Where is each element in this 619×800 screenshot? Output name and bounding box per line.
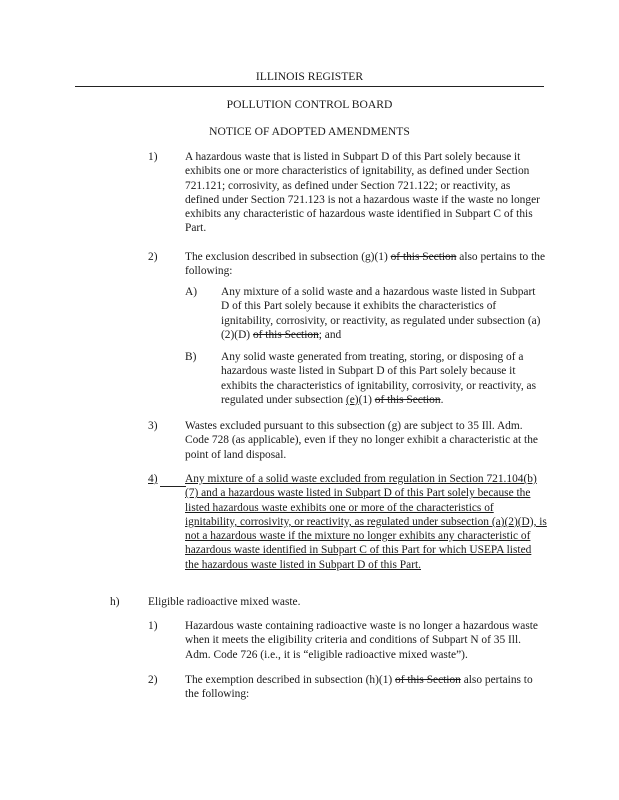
item-a-text-post: ; and [318, 328, 342, 341]
item-h-text: Eligible radioactive mixed waste. [148, 596, 301, 608]
item-h2-text-post: also pertains to the following: [185, 674, 533, 701]
item-h1-number: 1) [148, 620, 158, 632]
item-1-number: 1) [148, 151, 158, 163]
item-h2-text-pre: The exemption described in subsection (h)(1) [185, 674, 396, 686]
item-3-text: Wastes excluded pursuant to this subsection (g) are subject to 35 Ill. Adm. Code 728 (as applicable), even if they no longer exhibit a characteristic at the point of land disposal. [185, 420, 538, 461]
item-b-text [221, 350, 545, 407]
item-1-text: A hazardous waste that is listed in Subpart D of this Part solely because it exhibits one or more characteristics of ignitability, as defined under Section 721.121; corrosivity, as defined under Section 721.122; or reactivity, as defined under Section 721.123 is not a hazardous waste if the waste no longer exhibits any characteristic of hazardous waste identified in Subpart C of this Part. [185, 151, 540, 235]
item-3-number: 3) [148, 420, 158, 432]
notice-title: NOTICE OF ADOPTED AMENDMENTS [209, 125, 410, 138]
item-b-struck: of this Section [374, 393, 441, 406]
item-h2-text [185, 673, 547, 702]
item-h-number: h) [110, 596, 120, 608]
item-2-text-pre: The exclusion described in subsection (g)(1) [185, 251, 391, 263]
item-a-text-pre: Any mixture of a solid waste and a hazardous waste listed in Subpart D of this Part solely because it exhibits the characteristics of ignitability, corrosivity, or reactivity, as regulated under subsection (a)(2)(D) [221, 286, 541, 341]
item-b-text-pre: Any solid waste generated from treating, storing, or disposing of a hazardous waste listed in Subpart D of this Part solely because it exhibits the characteristics of ignitability, corrosivity, or reactivity, as regulated under subsection [221, 351, 537, 406]
item-h1-text: Hazardous waste containing radioactive waste is no longer a hazardous waste when it meets the eligibility criteria and conditions of Subpart N of 35 Ill. Adm. Code 726 (i.e., it is “eligible radioactive mixed waste”). [185, 620, 538, 661]
register-title: ILLINOIS REGISTER [255, 70, 364, 83]
item-4-number: 4) [148, 473, 158, 485]
item-b-text-post: . [440, 393, 444, 406]
item-a-text [221, 285, 545, 342]
header-rule [75, 86, 544, 87]
item-a-struck: of this Section [252, 328, 319, 341]
item-4-text: Any mixture of a solid waste excluded from regulation in Section 721.104(b)(7) and a hazardous waste listed in Subpart D of this Part solely because the listed hazardous waste exhibits one or more of the characteristics of ignitability, corrosivity, or reactivity, as regulated under subsection (a)(2)(D), is not a hazardous waste if the mixture no longer exhibits any characteristic of hazardous waste identified in Subpart C of this Part for which USEPA listed the hazardous waste listed in Subpart D of this Part. [185, 473, 547, 571]
item-b-text-mid: (1) [358, 393, 375, 406]
agency-title: POLLUTION CONTROL BOARD [226, 98, 393, 111]
item-b-number: B) [185, 351, 197, 363]
item-2-text-post: also pertains to the following: [185, 251, 545, 278]
item-h2-struck: of this Section [395, 674, 461, 686]
item-2-text [185, 250, 545, 279]
item-4-underline-connector [160, 486, 186, 487]
item-h2-number: 2) [148, 674, 158, 686]
item-2-struck: of this Section [390, 251, 457, 263]
item-2-number: 2) [148, 251, 158, 263]
item-a-number: A) [185, 286, 198, 298]
item-b-underlined: (e) [345, 393, 359, 406]
